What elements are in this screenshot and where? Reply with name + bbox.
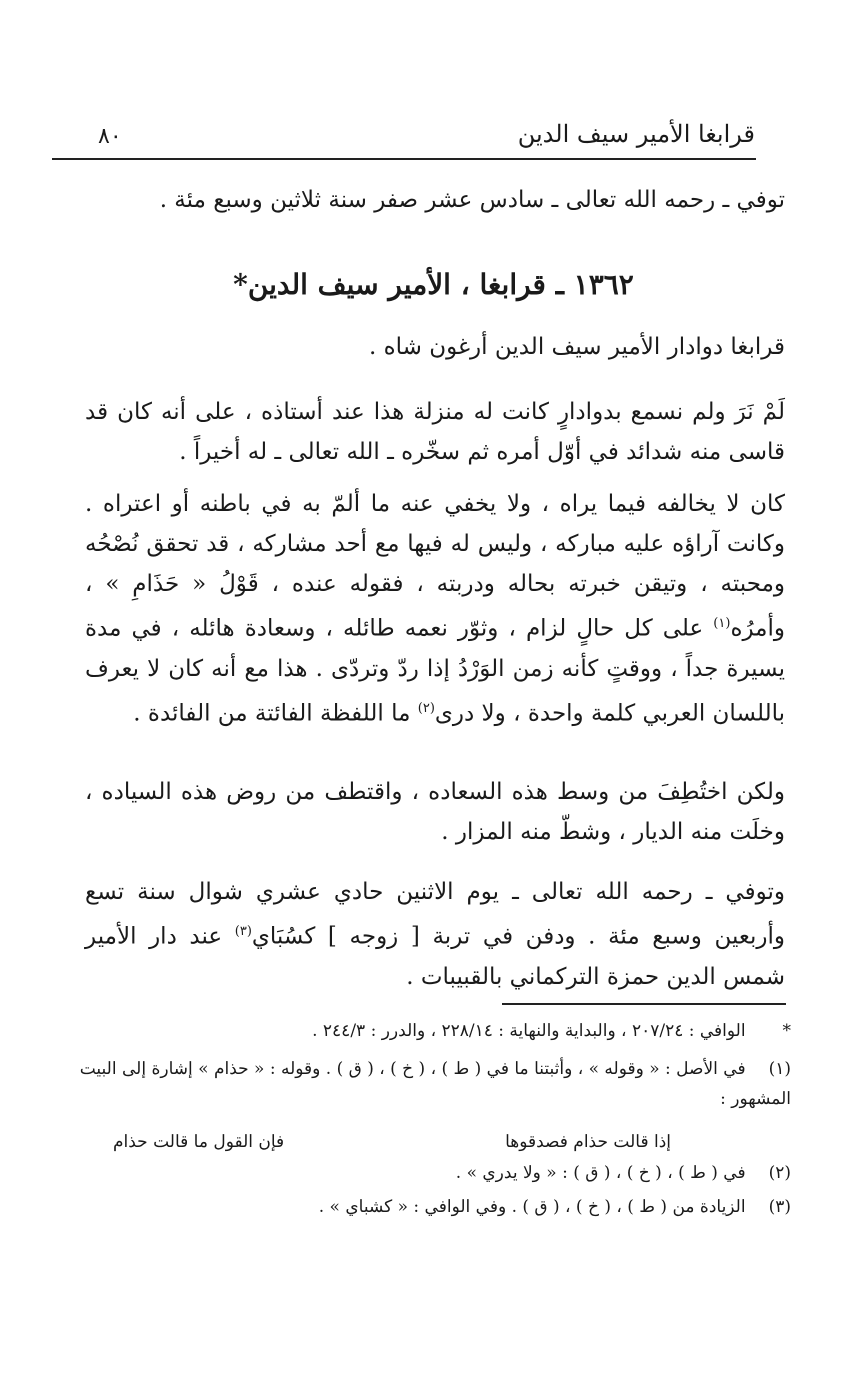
footnote-ref-2: (٢) <box>417 700 435 716</box>
paragraph-2: لَمْ نَرَ ولم نسمع بدوادارٍ كانت له منزلة هذا عند أستاذه ، على أنه كان قد قاسى منه شدائد في أوّل أمره ثم سخّره ـ الله تعالى ـ له أخيراً . <box>85 399 785 465</box>
running-title: قرابغا الأمير سيف الدين <box>517 120 755 148</box>
footnote-rule <box>502 1003 786 1005</box>
paragraph-1: قرابغا دوادار الأمير سيف الدين أرغون شاه . <box>368 334 785 360</box>
paragraph-3-part-3: ما اللفظة الفائتة من الفائدة . <box>133 700 418 727</box>
poetry-verse <box>113 1127 671 1157</box>
paragraph-5 <box>85 872 785 997</box>
footnote-mark: (١) <box>768 1059 791 1079</box>
paragraph-5-part-1: وتوفي ـ رحمه الله تعالى ـ يوم الاثنين حادي عشري شوال سنة تسع وأربعين وسبع مئة . ودفن في تربة [ زوجه ] كسُبَاي <box>85 879 785 950</box>
verse-second-hemistich: فإن القول ما قالت حذام <box>113 1132 285 1152</box>
footnote-mark: (٢) <box>768 1163 791 1183</box>
paragraph-3-part-2: على كل حالٍ لزام ، وثوّر نعمه طائله ، وسعادة هائله ، في مدة يسيرة جداً ، ووقتٍ كأنه زمن الوَرْدُ إذا ردّ وتردّى . هذا مع أنه كان لا يعرف باللسان العربي كلمة واحدة ، ولا درى <box>85 615 785 727</box>
footnote-text: الزيادة من ( ط ) ، ( خ ) ، ( ق ) . وفي الوافي : « كشباي » . <box>318 1197 746 1217</box>
footnote-ref-3: (٣) <box>234 924 252 939</box>
footnote-text: في ( ط ) ، ( خ ) ، ( ق ) : « ولا يدري » . <box>455 1163 746 1183</box>
footnote-ref-1: (١) <box>713 616 731 631</box>
previous-entry-tail: توفي ـ رحمه الله تعالى ـ سادس عشر صفر سنة ثلاثين وسبع مئة . <box>159 187 785 213</box>
entry-heading: ١٣٦٢ ـ قرابغا ، الأمير سيف الدين* <box>233 268 634 301</box>
footnote-text: الوافي : ٢٠٧/٢٤ ، والبداية والنهاية : ٢٢٨/١٤ ، والدرر : ٢٤٤/٣ . <box>312 1021 746 1041</box>
footnote <box>71 1054 791 1114</box>
verse-first-hemistich: إذا قالت حذام فصدقوها <box>505 1132 671 1152</box>
paragraph-5-part-2: عند دار الأمير شمس الدين حمزة التركماني بالقبيبات . <box>85 923 785 990</box>
footnote-mark: * <box>782 1021 791 1041</box>
footnote-mark: (٣) <box>768 1197 791 1217</box>
page-number: ٨٠ <box>98 124 122 149</box>
header-rule <box>52 158 756 160</box>
paragraph-4: ولكن اختُطِفَ من وسط هذه السعاده ، واقتطف من روض هذه السياده ، وخلَت منه الديار ، وشطّ منه المزار . <box>85 779 785 845</box>
footnote <box>71 1192 791 1222</box>
footnote <box>71 1016 791 1046</box>
footnote-text: في الأصل : « وقوله » ، وأثبتنا ما في ( ط ) ، ( خ ) ، ( ق ) . وقوله : « حذام » إشارة إلى البيت المشهور : <box>79 1059 791 1109</box>
paragraph-3-part-1: كان لا يخالفه فيما يراه ، ولا يخفي عنه ما ألمّ به في باطنه أو اعتراه . وكانت آراؤه عليه مباركه ، وليس له فيها مع أحد مشاركه ، قد تحقق نُصْحُه ومحبته ، وتيقن خبرته بحاله ودربته ، فقوله عنده ، قَوْلُ « حَذَامِ » ، وأمرُه <box>85 491 785 642</box>
footnote <box>71 1158 791 1188</box>
paragraph-3 <box>85 484 785 733</box>
